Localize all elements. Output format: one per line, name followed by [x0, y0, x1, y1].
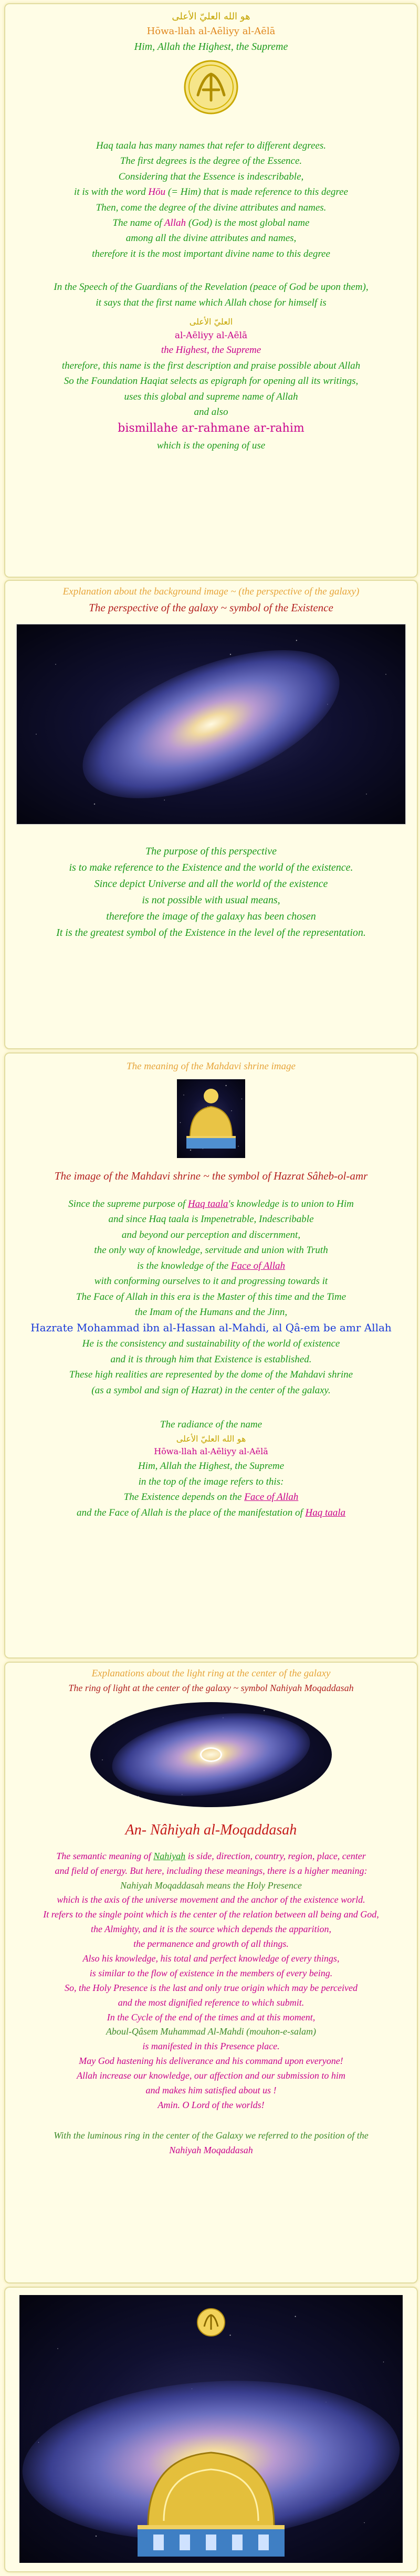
- galaxy-line: Since depict Universe and all the world of the existence: [94, 878, 328, 890]
- section-header: Explanations about the light ring at the center of the galaxy: [91, 1668, 331, 1679]
- intro-line: Then, come the degree of the divine attributes and names.: [96, 202, 327, 213]
- ring-line: Aboul-Qâsem Muhammad Al-Mahdi (mouhon-e-salam): [106, 2026, 317, 2037]
- ring-line: the Almighty, and it is the source which depends the apparition,: [91, 1924, 331, 1935]
- ring-line: The semantic meaning of Nahiyah is side, direction, country, region, place, center: [56, 1850, 366, 1861]
- intro-line-essence: The first degrees is the degree of the Essence.: [120, 155, 302, 167]
- shrine-line: the only way of knowledge, servitude and union with Truth: [94, 1245, 328, 1256]
- ring-line: In the Cycle of the end of the times and at this moment,: [107, 2011, 316, 2022]
- composite-image: [19, 2295, 403, 2563]
- radiance-line: Him, Allah the Highest, the Supreme: [138, 1461, 285, 1472]
- shrine-line: and it is through him that Existence is established.: [110, 1353, 312, 1365]
- ring-final-line: With the luminous ring in the center of the Galaxy we referred to the position of the: [54, 2130, 369, 2141]
- intro-line-hou: it is with the word Hōu (= Him) that is made reference to this degree: [74, 186, 348, 198]
- bismillah-note: which is the opening of use: [156, 440, 266, 451]
- epigraph-line: therefore, this name is the first description and praise possible about Allah: [61, 360, 361, 371]
- shrine-line: and since Haq taala is Impenetrable, Indescribable: [108, 1214, 314, 1225]
- shrine-line: and beyond our perception and discernment,: [121, 1229, 301, 1240]
- ring-line: is manifested in this Presence place.: [142, 2041, 280, 2052]
- ring-line: Amin. O Lord of the worlds!: [158, 2099, 265, 2110]
- shrine-line: The Face of Allah in this era is the Master of this time and the Time: [76, 1291, 346, 1302]
- section-title: The image of the Mahdavi shrine ~ the symbol of Hazrat Sâheb-ol-amr: [54, 1170, 368, 1183]
- translit-title: Hōwa-llah al-Aēliyy al-Aēlā: [154, 1446, 268, 1457]
- ring-panel: [4, 1662, 418, 2283]
- allah-emblem-icon: [182, 58, 240, 116]
- subtitle: Him, Allah the Highest, the Supreme: [134, 40, 288, 53]
- allah-emblem-icon: [195, 2307, 227, 2338]
- translit-title: Hōwa-llah al-Aēliyy al-Aēlā: [146, 25, 276, 37]
- name-meaning: the Highest, the Supreme: [161, 345, 261, 356]
- radiance-line: in the top of the image refers to this:: [138, 1476, 284, 1487]
- intro-line: Considering that the Essence is indescribable,: [118, 171, 304, 182]
- intro-line: Haq taala has many names that refer to different degrees.: [96, 140, 326, 151]
- radiance-line: and the Face of Allah is the place of the manifestation of Haq taala: [76, 1507, 346, 1518]
- section-title: The ring of light at the center of the galaxy ~ symbol Nahiyah Moqaddasah: [68, 1683, 354, 1694]
- galaxy-line: is not possible with usual means,: [142, 894, 280, 906]
- ring-line: is similar to the flow of existence in the members of every being.: [89, 1967, 333, 1978]
- shrine-line: is the knowledge of the Face of Allah: [137, 1260, 285, 1271]
- ring-line: Allah increase our knowledge, our affection and our submission to him: [77, 2070, 345, 2081]
- shrine-image: [177, 1079, 245, 1158]
- intro-line-allah: The name of Allah (God) is the most global name: [112, 217, 310, 228]
- epigraph-line: uses this global and supreme name of Allah: [124, 391, 298, 402]
- translit-name: al-Aēliyy al-Aēlā: [174, 330, 248, 341]
- shrine-dome-icon: [177, 1079, 245, 1158]
- ring-line: the permanence and growth of all things.: [133, 1938, 289, 1949]
- arabic-name: العليّ الأعلى: [189, 317, 233, 327]
- epigraph-line: and also: [194, 406, 228, 418]
- arabic-title: هو الله العليّ الأعلى: [172, 11, 250, 22]
- guardians-line: it says that the first name which Allah chose for himself is: [96, 297, 327, 308]
- shrine-line: the Imam of the Humans and the Jinn,: [134, 1307, 288, 1318]
- bismillah: bismillahe ar-rahmane ar-rahim: [118, 422, 304, 435]
- ring-line: Nahiyah Moqaddasah means the Holy Presence: [120, 1880, 302, 1891]
- shrine-line: These high realities are represented by the dome of the Mahdavi shrine: [69, 1369, 353, 1381]
- ring-line: Also his knowledge, his total and perfect knowledge of every things,: [82, 1953, 340, 1964]
- intro-line: among all the divine attributes and names,: [125, 233, 297, 244]
- section-title: The perspective of the galaxy ~ symbol of the Existence: [89, 601, 333, 614]
- galaxy-line: therefore the image of the galaxy has been chosen: [106, 910, 316, 922]
- composite-image-panel: [4, 2287, 418, 2572]
- galaxy-line: The purpose of this perspective: [145, 845, 277, 857]
- epigraph-line: So the Foundation Haqiat selects as epigraph for opening all its writings,: [64, 376, 359, 387]
- ring-line: It refers to the single point which is the center of the relation between all being and God,: [43, 1909, 379, 1920]
- galaxy-line: is to make reference to the Existence and the world of the existence.: [69, 861, 353, 873]
- ring-line: which is the axis of the universe movement and the anchor of the existence world.: [57, 1894, 365, 1905]
- ring-line: and the most dignified reference to which submit.: [118, 1997, 304, 2008]
- hazrat-name: Hazrate Mohammad ibn al-Hassan al-Mahdi, al Qâ-em be amr Allah: [30, 1321, 392, 1334]
- intro-line: therefore it is the most important divine name to this degree: [92, 248, 330, 259]
- shrine-line: He is the consistency and sustainability of the world of existence: [82, 1338, 340, 1350]
- shrine-panel: [4, 1052, 418, 1659]
- shrine-line: Since the supreme purpose of Haq taala's knowledge is to union to Him: [68, 1198, 354, 1209]
- section-header: Explanation about the background image ~ (the perspective of the galaxy): [62, 586, 360, 597]
- arabic-title: هو الله العليّ الأعلى: [176, 1433, 246, 1444]
- section-header: The meaning of the Mahdavi shrine image: [127, 1061, 296, 1072]
- shrine-line: with conforming ourselves to it and progressing towards it: [94, 1276, 328, 1287]
- intro-panel: [4, 3, 418, 578]
- radiance-line: The Existence depends on the Face of Allah: [123, 1492, 299, 1503]
- shrine-line: (as a symbol and sign of Hazrat) in the center of the galaxy.: [91, 1384, 331, 1396]
- galaxy-image: [16, 624, 406, 825]
- ring-big-title: An- Nâhiyah al-Moqaddasah: [125, 1822, 297, 1839]
- radiance-line: The radiance of the name: [160, 1419, 262, 1431]
- galaxy-panel: [4, 580, 418, 1049]
- ring-line: May God hastening his deliverance and his command upon everyone!: [79, 2056, 343, 2067]
- ring-line: and makes him satisfied about us !: [145, 2084, 277, 2095]
- guardians-line: In the Speech of the Guardians of the Revelation (peace of God be upon them),: [54, 281, 369, 293]
- shrine-dome-icon: [132, 2437, 290, 2558]
- ring-line: and field of energy. But here, including these meanings, there is a higher meaning:: [55, 1865, 368, 1876]
- ring-line: So, the Holy Presence is the last and only true origin which may be perceived: [64, 1982, 358, 1993]
- galaxy-line: It is the greatest symbol of the Existence in the level of the representation.: [56, 926, 366, 938]
- ring-final-line: Nahiyah Moqaddasah: [169, 2144, 253, 2155]
- ring-image: [90, 1702, 332, 1807]
